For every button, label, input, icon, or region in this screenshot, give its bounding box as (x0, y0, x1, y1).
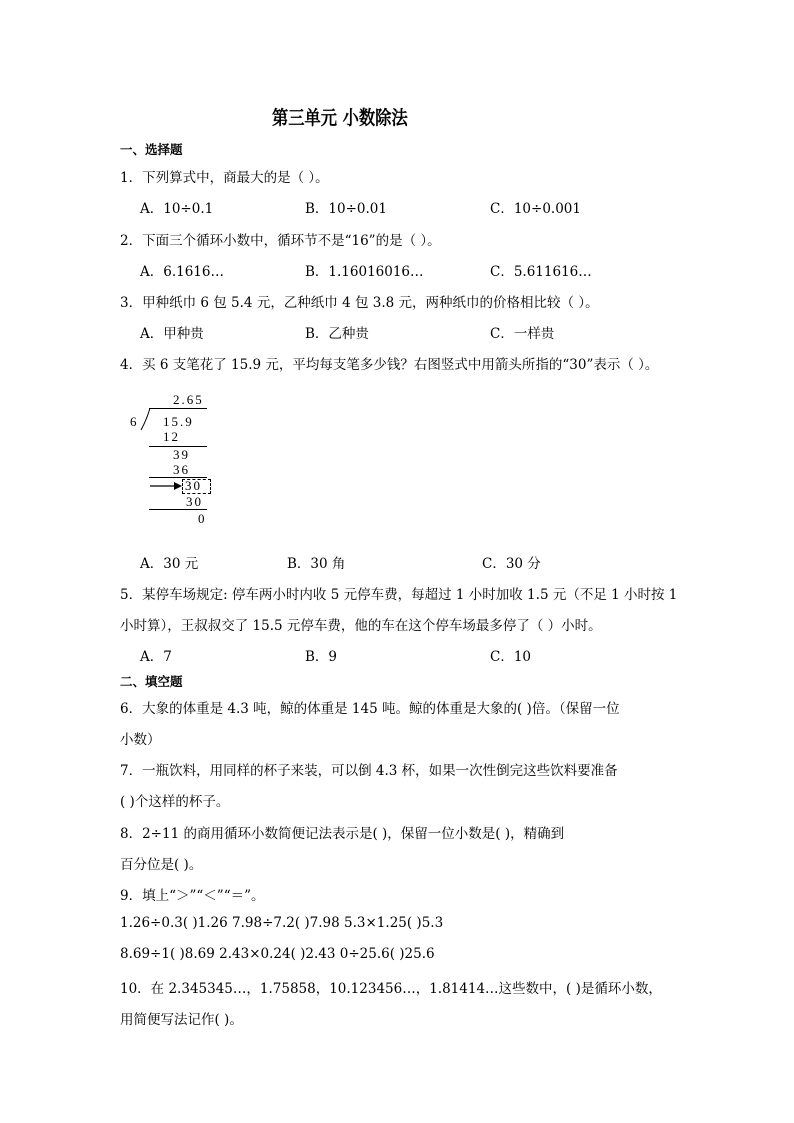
question-1-option-c: C．10÷0.001 (490, 201, 581, 217)
section-heading-fill: 二、填空题 (120, 674, 183, 689)
question-8-line-1: 8．2÷11 的商用循环小数简便记法表示是( )，保留一位小数是( )，精确到 (120, 826, 565, 842)
question-6-line-2: 小数） (120, 732, 161, 748)
question-9-stem: 9．填上“＞”“＜”“＝”。 (120, 888, 265, 904)
question-5-option-a: A．7 (140, 649, 172, 665)
division-step-0: 0 (198, 511, 207, 526)
question-8-line-2: 百分位是( )。 (120, 857, 203, 873)
question-10-line-2: 用简便写法记作( )。 (120, 1012, 243, 1028)
division-step-39: 39 (173, 447, 190, 462)
question-5-option-c: C．10 (490, 649, 532, 665)
division-bracket (140, 407, 154, 431)
division-step-36: 36 (173, 462, 190, 477)
question-1-option-b: B．10÷0.01 (305, 201, 387, 217)
question-4-option-a: A．30 元 (140, 556, 199, 572)
question-4-option-c: C．30 分 (482, 556, 541, 572)
division-step-12: 12 (163, 429, 180, 444)
question-9-row-1: 1.26÷0.3( )1.26 7.98÷7.2( )7.98 5.3×1.25( )5.3 (120, 915, 444, 931)
question-4-option-b: B．30 角 (287, 556, 346, 572)
division-divisor: 6 (130, 414, 139, 429)
page-title: 第三单元 小数除法 (271, 107, 408, 129)
question-5-line-1: 5．某停车场规定: 停车两小时内收 5 元停车费，每超过 1 小时加收 1.5 元（不足 1 小时按 1 (120, 587, 678, 603)
division-line-3 (149, 509, 207, 510)
question-3-option-c: C．一样贵 (490, 326, 555, 342)
question-5-option-b: B．9 (305, 649, 338, 665)
question-5-line-2: 小时算），王叔叔交了 15.5 元停车费，他的车在这个停车场最多停了（ ）小时。 (120, 618, 602, 634)
question-3-option-b: B．乙种贵 (305, 326, 369, 342)
question-2-option-b: B．1.16016016… (305, 264, 424, 280)
division-quotient: 2.65 (173, 392, 204, 407)
division-step-30: 30 (186, 494, 203, 509)
division-bar (149, 408, 207, 409)
question-1-stem: 1．下列算式中，商最大的是（ ）。 (120, 170, 329, 186)
question-3-stem: 3．甲种纸巾 6 包 5.4 元，乙种纸巾 4 包 3.8 元，两种纸巾的价格相比较（ ）。 (120, 295, 599, 311)
question-10-line-1: 10．在 2.345345…，1.75858，10.123456…，1.81414…这些数中，( )是循环小数， (120, 981, 662, 997)
question-7-line-2: ( )个这样的杯子。 (120, 794, 230, 810)
division-step-30-highlighted: 30 (185, 478, 202, 493)
question-7-line-1: 7．一瓶饮料，用同样的杯子来装，可以倒 4.3 杯，如果一次性倒完这些饮料要准备 (120, 763, 618, 779)
question-4-stem: 4．买 6 支笔花了 15.9 元，平均每支笔多少钱？右图竖式中用箭头所指的“30”表示（ ）。 (120, 357, 659, 373)
question-2-option-c: C．5.611616… (490, 264, 592, 280)
question-6-line-1: 6．大象的体重是 4.3 吨，鲸的体重是 145 吨。鲸的体重是大象的( )倍。（保留一位 (120, 701, 620, 717)
question-9-row-2: 8.69÷1( )8.69 2.43×0.24( )2.43 0÷25.6( )25.6 (120, 946, 435, 962)
question-2-stem: 2．下面三个循环小数中，循环节不是“16”的是（ ）。 (120, 233, 441, 249)
arrow-right-icon (150, 480, 184, 492)
question-3-option-a: A．甲种贵 (140, 326, 204, 342)
question-2-option-a: A．6.1616… (140, 264, 224, 280)
division-dividend: 15.9 (163, 414, 194, 429)
section-heading-choice: 一、选择题 (120, 142, 183, 157)
question-1-option-a: A．10÷0.1 (140, 201, 214, 217)
